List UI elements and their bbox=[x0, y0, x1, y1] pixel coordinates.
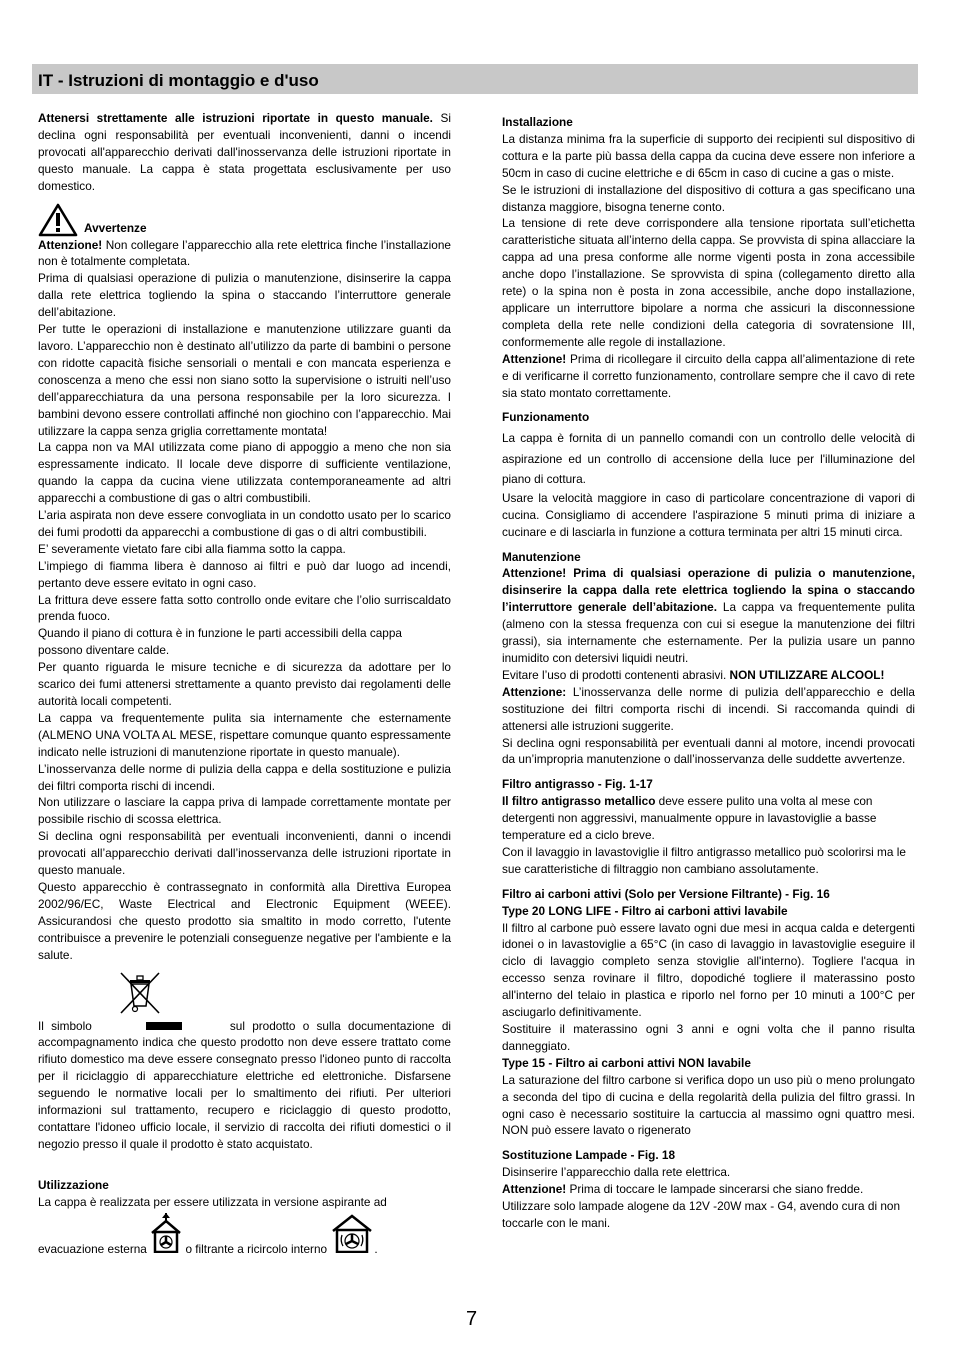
warning-p7: L’impiego di fiamma libera è dannoso ai filtri e può dar luogo ad incendi, pertanto deve essere evitato in ogni caso. bbox=[38, 558, 451, 590]
carbon-filter-sub1: Type 20 LONG LIFE - Filtro ai carboni attivi lavabile bbox=[502, 903, 788, 918]
warning-p13: Non utilizzare o lasciare la cappa priva di lampade correttamente montate per possibile rischio di scossa elettrica. bbox=[38, 795, 451, 827]
weee-symbol-row bbox=[118, 970, 451, 1018]
warning-p11: La cappa va frequentemente pulita sia internamente che esternamente (ALMENO UNA VOLTA AL MESE, rispettare comunque quanto espressamente indicato nelle istruzioni di manutenzione riportate in questo manuale). bbox=[38, 710, 451, 759]
use-title: Utilizzazione bbox=[38, 1177, 109, 1192]
warnings-heading bbox=[38, 203, 451, 237]
operation-p2: Usare la velocità maggiore in caso di particolare concentrazione di vapori di cucina. Consigliamo di accendere l'aspirazione 5 minuti prima di iniziare a cucinare e di lasciarla in funzione a cottura terminata per altri 15 minuti circa. bbox=[502, 490, 915, 539]
carbon-filter-p3: La saturazione del filtro carbone si verifica dopo un uso più o meno prolungato a seconda del tipo di cucina e della regolarità della pulizia del filtro grassi. In ogni caso è necessario sostituire la cartuccia al massimo ogni quattro mesi. NON può essere lavato o rigenerato bbox=[502, 1072, 915, 1138]
weee-bar-icon bbox=[146, 1022, 182, 1030]
installation-p1: La distanza minima fra la superficie di supporto dei recipienti sul dispositivo di cottura e la parte più bassa della cappa da cucina deve essere non inferiore a 50cm in caso di cucine elettriche e di 65cm in caso di cucine a gas o miste. bbox=[502, 131, 915, 180]
maintenance-p2: Evitare l’uso di prodotti contenenti abrasivi. NON UTILIZZARE ALCOOL! bbox=[502, 667, 885, 682]
lamp-p1: Disinserire l’apparecchio dalla rete elettrica. bbox=[502, 1165, 731, 1180]
installation-p2: Se le istruzioni di installazione del dispositivo di cottura a gas specificano una distanza maggiore, bisogna tenerne conto. bbox=[502, 182, 915, 214]
intro-paragraph bbox=[38, 110, 451, 195]
operation-title: Funzionamento bbox=[502, 410, 590, 425]
grease-filter-p2: Con il lavaggio in lavastoviglie il filtro antigrasso metallico può scolorirsi ma le sue caratteristiche di filtraggio non cambiano assolutamente. bbox=[502, 844, 906, 876]
carbon-filter-p1: Il filtro al carbone può essere lavato ogni due mesi in acqua calda e detergenti idonei o in lavastoviglie a 65°C (in caso di lavaggio in lavastoviglie eseguire il ciclo di lavaggio completo senza stoviglie all'interno). Togliere l'acqua in eccesso senza rovinare il filtro, dopodiché togliere il materassino posto all'interno del telaio in plastica e riporlo nel forno per 10 minuti a 100°C per asciugarlo definitivamente. bbox=[502, 920, 915, 1020]
maintenance-p4: Si declina ogni responsabilità per eventuali danni al motore, incendi provocati da un’impropria manutenzione o dall’inosservanza delle suddette avvertenze. bbox=[502, 735, 915, 767]
maintenance-title: Manutenzione bbox=[502, 549, 581, 564]
weee-paragraph: Il simbolo sul prodotto o sulla documentazione di accompagnamento indica che questo prodotto non deve essere trattato come rifiuto domestico ma deve essere consegnato presso l'idoneo punto di raccolta per il riciclaggio di apparecchiature elettriche ed elettroniche. Disfarsene seguendo le normative locali per lo smaltimento dei rifiuti. Per ulteriori informazioni sul trattamento, recupero e riciclaggio di questo prodotto, contattare l'idoneo ufficio locale, il servizio di raccolta dei rifiuti domestici o il negozio presso il quale il prodotto è stato acquistato. bbox=[38, 1018, 451, 1151]
lamp-title: Sostituzione Lampade - Fig. 18 bbox=[502, 1148, 676, 1163]
maintenance-p1: Attenzione! Prima di qualsiasi operazione di pulizia o manutenzione, disinserire la cappa dalla rete elettrica togliendo la spina o staccando l’interruttore generale dell’abitazione. La cappa va frequentemente pulita (almeno con la stessa frequenza con cui si esegue la manutenzione dei filtri grassi), sia internamente che esternamente. Per la pulizia usare un panno inumidito con detersivi liquidi neutri. bbox=[502, 566, 915, 665]
warning-p14: Si declina ogni responsabilità per eventuali inconvenienti, danni o incendi provocati all’apparecchio derivati dall’inosservanza delle istruzioni riportate in questo manuale. bbox=[38, 829, 451, 878]
warning-p15: Questo apparecchio è contrassegnato in conformità alla Direttiva Europea 2002/96/EC, Waste Electrical and Electronic Equipment (WEEE). Assicurandosi che questo prodotto sia smaltito in modo corretto, l'utente contribuisce a prevenire le potenziali conseguenze negative per l'ambiente e la salute. bbox=[38, 879, 451, 962]
page-number: 7 bbox=[466, 1308, 478, 1330]
warnings-title: Avvertenze bbox=[84, 220, 147, 235]
installation-title: Installazione bbox=[502, 115, 573, 129]
carbon-filter-sub2: Type 15 - Filtro ai carboni attivi NON lavabile bbox=[502, 1055, 751, 1070]
warning-p12: L’inosservanza delle norme di pulizia della cappa e della sostituzione e pulizia dei filtri comporta rischi di incendi. bbox=[38, 761, 451, 793]
warning-p10: Per quanto riguarda le misure tecniche e di sicurezza da adottare per lo scarico dei fumi attenersi strettamente a quanto previsto dai regolamenti delle autorità locali competenti. bbox=[38, 660, 451, 708]
lamp-p2: Attenzione! Prima di toccare le lampade sincerarsi che siano fredde. bbox=[502, 1182, 864, 1197]
grease-filter-p1: Il filtro antigrasso metallico deve essere pulito una volta al mese con detergenti non aggressivi, manualmente oppure in lavastoviglie a basse temperature ed a ciclo breve. bbox=[502, 794, 877, 843]
warning-p2: Prima di qualsiasi operazione di pulizia o manutenzione, disinserire la cappa dalla rete elettrica togliendo la spina o staccando l’interruttore generale dell’abitazione. bbox=[38, 271, 451, 320]
warning-p4: La cappa non va MAI utilizzata come piano di appoggio a meno che non sia espressamente indicato. Il locale deve disporre di sufficiente ventilazione, quando la cappa da cucina viene utilizzata contemporaneamente ad altri apparecchi a combustione di gas o altri combustibili. bbox=[38, 440, 451, 506]
use-modes-line: evacuazione esterna o filtrante a ricircolo interno . bbox=[38, 1213, 451, 1258]
installation-p3: La tensione di rete deve corrispondere alla tensione riportata sull’etichetta caratteristiche situata all’interno della cappa. Se provvista di spina allacciare la cappa ad una presa conforme alle norme vigenti posta in zona accessibile anche dopo l’installazione. Se sprovvista di spina (collegamento diretto alla rete) o la spina non è posta in zona accessibile, anche dopo installazione, applicare un interruttore bipolare a norma che assicuri la disconnessione completa della rete nelle condizioni della categoria di sovratensione III, conformemente alle regole di installazione. bbox=[502, 216, 915, 349]
right-column bbox=[502, 114, 915, 1232]
maintenance-p3: Attenzione: L’inosservanza delle norme di pulizia dell’apparecchio e della sostituzione dei filtri comporta rischi di incendi. Si raccomanda quindi di attenersi alle istruzioni suggerite. bbox=[502, 684, 915, 733]
warning-p8: La frittura deve essere fatta sotto controllo onde evitare che l’olio surriscaldato prenda fuoco. bbox=[38, 592, 451, 624]
warning-p1: Attenzione! Non collegare l’apparecchio alla rete elettrica finche l’installazione non è totalmente completata. bbox=[38, 237, 451, 269]
intro-text: Si declina ogni responsabilità per eventuali inconvenienti, danni o incendi provocati all'apparecchio derivati dall'inosservanza delle istruzioni riportate in questo manuale. La cappa è stata progettata esclusivamente per uso domestico. bbox=[38, 111, 451, 193]
carbon-filter-p2: Sostituire il materassino ogni 3 anni e ogni volta che il panno risulta danneggiato. bbox=[502, 1022, 915, 1053]
external-extraction-house-icon bbox=[150, 1213, 182, 1258]
grease-filter-title: Filtro antigrasso - Fig. 1-17 bbox=[502, 777, 653, 792]
weee-crossed-bin-icon bbox=[118, 970, 162, 1016]
header-bar bbox=[32, 64, 918, 94]
recirculation-house-icon bbox=[330, 1213, 374, 1258]
operation-p1: La cappa è fornita di un pannello comandi con un controllo delle velocità di aspirazione ed un controllo di accensione della luce per l'illuminazione del piano di cottura. bbox=[502, 431, 915, 487]
use-text: La cappa è realizzata per essere utilizzata in versione aspirante ad bbox=[38, 1194, 387, 1209]
warning-triangle-icon bbox=[38, 203, 78, 237]
warning-p9: Quando il piano di cottura è in funzione le parti accessibili della cappa possono diventare calde. bbox=[38, 626, 402, 658]
warning-p6: E’ severamente vietato fare cibi alla fiamma sotto la cappa. bbox=[38, 541, 346, 556]
left-column bbox=[38, 110, 451, 1257]
intro-bold: Attenersi strettamente alle istruzioni riportate in questo manuale. bbox=[38, 111, 433, 125]
warning-p3: Per tutte le operazioni di installazione e manutenzione utilizzare guanti da lavoro. L’apparecchio non è destinato all’utilizzo da parte di bambini o persone con ridotte capacità fisiche sensoriali o mentali e con mancata esperienza e conoscenza a meno che essi non siano sotto la supervisione o istruiti nell’uso dell’apparecchiatura da una persona responsabile per la loro sicurezza. I bambini devono essere controllati affinché non giochino con l’apparecchio. Mai utilizzare la cappa senza griglia correttamente montata! bbox=[38, 322, 451, 438]
carbon-filter-title: Filtro ai carboni attivi (Solo per Versione Filtrante) - Fig. 16 bbox=[502, 886, 830, 901]
lamp-p3: Utilizzare solo lampade alogene da 12V -20W max - G4, avendo cura di non toccarle con le mani. bbox=[502, 1199, 901, 1230]
page-title: IT - Istruzioni di montaggio e d'uso bbox=[38, 71, 319, 90]
warning-p5: L’aria aspirata non deve essere convogliata in un condotto usato per lo scarico dei fumi prodotti da apparecchi a combustione di gas o di altri combustibili. bbox=[38, 508, 451, 539]
installation-p4: Attenzione! Prima di ricollegare il circuito della cappa all’alimentazione di rete e di verificarne il corretto funzionamento, controllare sempre che il cavo di rete sia stato montato correttamente. bbox=[502, 351, 915, 400]
